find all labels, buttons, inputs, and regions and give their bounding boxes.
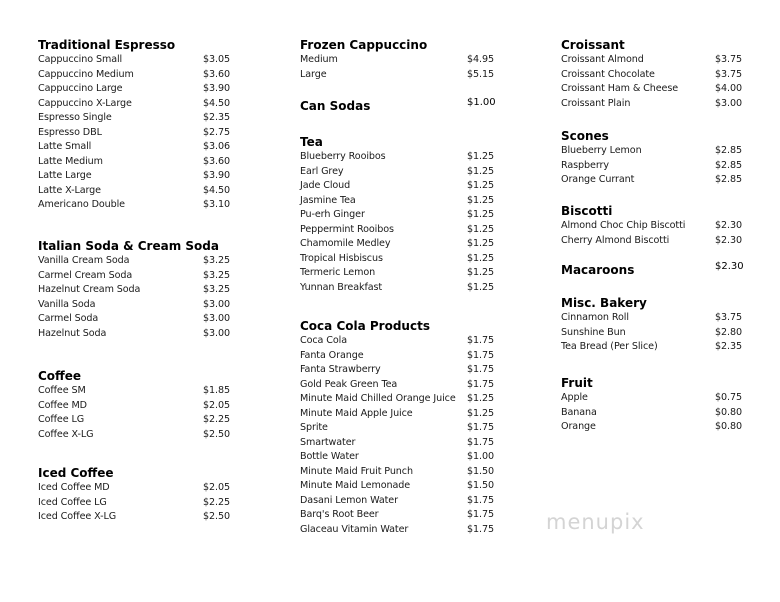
menu-item <box>300 53 507 68</box>
menu-item <box>38 198 243 213</box>
section-title: Iced Coffee <box>38 466 114 480</box>
item-name: Cappuccino Large <box>38 83 123 94</box>
menu-item <box>561 219 755 234</box>
item-price: $2.50 <box>203 428 230 440</box>
item-price: $1.25 <box>467 252 494 264</box>
menu-item <box>300 252 507 267</box>
item-price: $1.85 <box>203 385 230 396</box>
item-name: Croissant Ham & Cheese <box>561 83 679 94</box>
item-price: $1.25 <box>467 407 494 419</box>
item-name: Sprite <box>300 422 328 433</box>
item-name: Orange Currant <box>561 174 635 185</box>
menu-item <box>38 269 243 284</box>
section-price: $1.00 <box>467 97 496 108</box>
menu-item <box>300 494 507 509</box>
item-price: $2.25 <box>203 414 230 425</box>
section-heading <box>38 239 243 254</box>
item-name: Minute Maid Chilled Orange Juice <box>300 393 456 404</box>
item-price: $1.75 <box>467 422 494 433</box>
item-name: Espresso DBL <box>38 126 102 138</box>
item-name: Almond Choc Chip Biscotti <box>561 220 686 231</box>
menu-item <box>38 298 243 313</box>
menu-item <box>38 384 243 399</box>
section-title: Biscotti <box>561 204 613 218</box>
item-name: Earl Grey <box>300 165 344 177</box>
item-name: Bottle Water <box>300 451 359 462</box>
section-heading <box>38 369 243 384</box>
item-name: Espresso Single <box>38 112 112 123</box>
section-title: Frozen Cappuccino <box>300 38 428 52</box>
section-heading <box>300 38 507 53</box>
item-name: Tropical Hisbiscus <box>300 252 383 264</box>
menu-item <box>561 234 755 249</box>
menu-item <box>300 266 507 281</box>
item-price: $2.75 <box>203 126 230 138</box>
menu-item <box>561 68 755 83</box>
menu-item <box>561 406 755 421</box>
item-price: $3.00 <box>203 313 230 324</box>
item-price: $3.05 <box>203 54 230 65</box>
menu-item <box>38 496 243 511</box>
item-name: Tea Bread (Per Slice) <box>561 341 658 352</box>
section-heading <box>300 99 507 114</box>
section-title: Can Sodas <box>300 99 371 113</box>
item-name: Latte Small <box>38 141 92 152</box>
item-price: $1.75 <box>467 436 494 448</box>
item-name: Raspberry <box>561 159 609 171</box>
item-price: $1.75 <box>467 523 494 535</box>
item-price: $4.00 <box>715 83 742 94</box>
item-name: Iced Coffee LG <box>38 496 107 508</box>
item-price: $1.75 <box>467 509 494 520</box>
item-name: Cappuccino Medium <box>38 68 134 80</box>
item-name: Jade Cloud <box>300 180 351 191</box>
item-name: Fanta Orange <box>300 349 364 361</box>
menu-item <box>300 179 507 194</box>
menu-section <box>561 38 755 111</box>
section-heading <box>561 263 755 278</box>
item-price: $1.75 <box>467 349 494 361</box>
item-name: Yunnan Breakfast <box>300 281 383 293</box>
section-heading <box>38 466 243 481</box>
item-name: Iced Coffee MD <box>38 482 110 493</box>
item-price: $2.85 <box>715 174 742 185</box>
menu-item <box>300 421 507 436</box>
item-name: Pu-erh Ginger <box>300 209 365 220</box>
menu-item <box>561 340 755 355</box>
menu-section <box>561 204 755 248</box>
item-price: $1.25 <box>467 180 494 191</box>
section-title: Misc. Bakery <box>561 296 647 310</box>
item-name: Peppermint Rooibos <box>300 223 394 235</box>
menu-item <box>561 173 755 188</box>
menu-item <box>300 281 507 296</box>
item-name: Barq's Root Beer <box>300 509 379 520</box>
item-name: Coffee MD <box>38 399 87 411</box>
menu-section <box>300 319 507 537</box>
item-name: Coffee X-LG <box>38 428 94 440</box>
item-price: $1.75 <box>467 494 494 506</box>
menu-item <box>38 399 243 414</box>
item-price: $1.25 <box>467 281 494 293</box>
menu-item <box>300 392 507 407</box>
item-price: $1.25 <box>467 151 494 162</box>
menu-section <box>38 38 243 213</box>
item-price: $2.80 <box>715 326 742 338</box>
item-price: $3.25 <box>203 284 230 295</box>
item-name: Americano Double <box>38 199 125 210</box>
item-price: $1.25 <box>467 194 494 206</box>
menu-section <box>561 263 755 278</box>
item-name: Carmel Cream Soda <box>38 269 133 281</box>
item-price: $4.95 <box>467 54 494 65</box>
item-price: $1.25 <box>467 223 494 235</box>
item-name: Coffee SM <box>38 385 86 396</box>
menu-item <box>561 82 755 97</box>
item-price: $2.05 <box>203 482 230 493</box>
item-name: Orange <box>561 421 596 432</box>
item-name: Smartwater <box>300 436 356 448</box>
item-price: $3.25 <box>203 269 230 281</box>
item-price: $3.75 <box>715 68 742 80</box>
menu-item <box>300 334 507 349</box>
menu-item <box>38 140 243 155</box>
section-heading <box>561 204 755 219</box>
item-price: $3.00 <box>715 97 742 109</box>
item-name: Minute Maid Fruit Punch <box>300 465 413 477</box>
menu-item <box>300 479 507 494</box>
menu-section <box>38 369 243 442</box>
item-name: Glaceau Vitamin Water <box>300 523 409 535</box>
item-price: $2.35 <box>203 112 230 123</box>
menu-item <box>300 407 507 422</box>
item-name: Coca Cola <box>300 335 347 346</box>
menu-item <box>300 465 507 480</box>
item-name: Sunshine Bun <box>561 326 626 338</box>
item-name: Coffee LG <box>38 414 85 425</box>
item-name: Banana <box>561 406 597 418</box>
menu-item <box>300 68 507 83</box>
menu-item <box>561 53 755 68</box>
menu-item <box>561 326 755 341</box>
item-price: $1.50 <box>467 480 494 491</box>
item-price: $2.85 <box>715 145 742 156</box>
menu-item <box>561 420 755 435</box>
section-heading <box>561 38 755 53</box>
item-name: Cappuccino Small <box>38 54 123 65</box>
menu-item <box>38 481 243 496</box>
item-price: $1.75 <box>467 335 494 346</box>
item-price: $1.75 <box>467 378 494 390</box>
section-heading <box>561 376 755 391</box>
menu-item <box>300 208 507 223</box>
item-name: Croissant Plain <box>561 97 631 109</box>
item-name: Cherry Almond Biscotti <box>561 234 670 246</box>
menu-item <box>38 126 243 141</box>
menu-item <box>38 428 243 443</box>
item-name: Croissant Chocolate <box>561 68 655 80</box>
menu-section <box>38 239 243 341</box>
item-name: Chamomile Medley <box>300 238 391 249</box>
section-title: Tea <box>300 135 323 149</box>
menupix-watermark: menupix <box>546 510 645 534</box>
item-price: $0.80 <box>715 421 742 432</box>
item-price: $1.00 <box>467 451 494 462</box>
item-price: $3.60 <box>203 68 230 80</box>
item-name: Hazelnut Soda <box>38 327 107 339</box>
section-heading <box>561 296 755 311</box>
section-title: Croissant <box>561 38 625 52</box>
item-price: $3.06 <box>203 141 230 152</box>
item-price: $5.15 <box>467 68 494 80</box>
item-name: Latte Large <box>38 170 92 181</box>
item-name: Carmel Soda <box>38 313 99 324</box>
item-name: Minute Maid Lemonade <box>300 480 411 491</box>
menu-section <box>38 466 243 525</box>
item-name: Latte X-Large <box>38 184 101 196</box>
section-heading <box>300 135 507 150</box>
menu-item <box>561 159 755 174</box>
item-price: $4.50 <box>203 97 230 109</box>
menu-item <box>38 510 243 525</box>
item-name: Cinnamon Roll <box>561 312 629 323</box>
menu-item <box>561 311 755 326</box>
menu-section <box>561 376 755 435</box>
item-price: $3.90 <box>203 170 230 181</box>
menu-item <box>38 413 243 428</box>
item-price: $2.50 <box>203 511 230 522</box>
section-title: Scones <box>561 129 609 143</box>
item-price: $4.50 <box>203 184 230 196</box>
item-price: $2.30 <box>715 220 742 231</box>
item-name: Gold Peak Green Tea <box>300 378 398 390</box>
item-price: $3.75 <box>715 312 742 323</box>
menu-section <box>561 296 755 355</box>
menu-item <box>38 169 243 184</box>
item-name: Hazelnut Cream Soda <box>38 284 141 295</box>
item-name: Latte Medium <box>38 155 103 167</box>
item-name: Medium <box>300 54 338 65</box>
item-name: Iced Coffee X-LG <box>38 511 117 522</box>
item-price: $0.75 <box>715 392 742 403</box>
menu-item <box>38 82 243 97</box>
item-price: $3.75 <box>715 54 742 65</box>
menu-item <box>38 97 243 112</box>
menu-item <box>300 150 507 165</box>
menu-item <box>300 223 507 238</box>
item-name: Vanilla Cream Soda <box>38 255 130 266</box>
section-heading <box>300 319 507 334</box>
item-price: $3.00 <box>203 298 230 310</box>
menu-item <box>38 53 243 68</box>
item-name: Fanta Strawberry <box>300 364 381 375</box>
menu-section <box>300 135 507 295</box>
item-price: $1.25 <box>467 238 494 249</box>
item-name: Minute Maid Apple Juice <box>300 407 413 419</box>
section-title: Coca Cola Products <box>300 319 430 333</box>
item-price: $3.00 <box>203 327 230 339</box>
menu-item <box>300 378 507 393</box>
menu-item <box>38 327 243 342</box>
item-name: Termeric Lemon <box>300 267 376 278</box>
section-title: Traditional Espresso <box>38 38 176 52</box>
menu-section <box>300 99 507 114</box>
menu-item <box>300 523 507 538</box>
item-price: $1.50 <box>467 465 494 477</box>
menu-item <box>300 194 507 209</box>
item-name: Blueberry Rooibos <box>300 151 386 162</box>
item-price: $3.10 <box>203 199 230 210</box>
item-name: Blueberry Lemon <box>561 145 642 156</box>
menu-item <box>561 391 755 406</box>
item-name: Croissant Almond <box>561 54 644 65</box>
item-price: $1.25 <box>467 209 494 220</box>
item-price: $1.25 <box>467 165 494 177</box>
menu-item <box>38 312 243 327</box>
item-price: $3.25 <box>203 255 230 266</box>
menu-item <box>38 184 243 199</box>
section-heading <box>561 129 755 144</box>
section-title: Fruit <box>561 376 593 390</box>
item-price: $1.25 <box>467 267 494 278</box>
item-price: $0.80 <box>715 406 742 418</box>
item-name: Apple <box>561 392 588 403</box>
menu-item <box>38 68 243 83</box>
item-price: $1.75 <box>467 364 494 375</box>
item-name: Cappuccino X-Large <box>38 97 132 109</box>
item-name: Jasmine Tea <box>300 194 356 206</box>
item-price: $2.05 <box>203 399 230 411</box>
item-name: Dasani Lemon Water <box>300 494 398 506</box>
section-title: Italian Soda & Cream Soda <box>38 239 219 253</box>
menu-item <box>300 436 507 451</box>
menu-item <box>561 97 755 112</box>
menu-item <box>300 363 507 378</box>
item-name: Vanilla Soda <box>38 298 96 310</box>
item-price: $3.90 <box>203 83 230 94</box>
item-price: $1.25 <box>467 393 494 404</box>
menu-item <box>561 144 755 159</box>
menu-item <box>300 165 507 180</box>
item-price: $2.85 <box>715 159 742 171</box>
menu-item <box>38 111 243 126</box>
section-title: Coffee <box>38 369 82 383</box>
item-name: Large <box>300 68 327 80</box>
item-price: $2.35 <box>715 341 742 352</box>
menu-item <box>300 349 507 364</box>
menu-item <box>300 237 507 252</box>
item-price: $2.30 <box>715 234 742 246</box>
menu-item <box>38 283 243 298</box>
menu-item <box>38 254 243 269</box>
menu-item <box>300 450 507 465</box>
section-price: $2.30 <box>715 261 744 272</box>
item-price: $2.25 <box>203 496 230 508</box>
menu-item <box>38 155 243 170</box>
menu-section <box>561 129 755 188</box>
item-price: $3.60 <box>203 155 230 167</box>
menu-section <box>300 38 507 82</box>
menu-item <box>300 508 507 523</box>
section-heading <box>38 38 243 53</box>
section-title: Macaroons <box>561 263 635 277</box>
